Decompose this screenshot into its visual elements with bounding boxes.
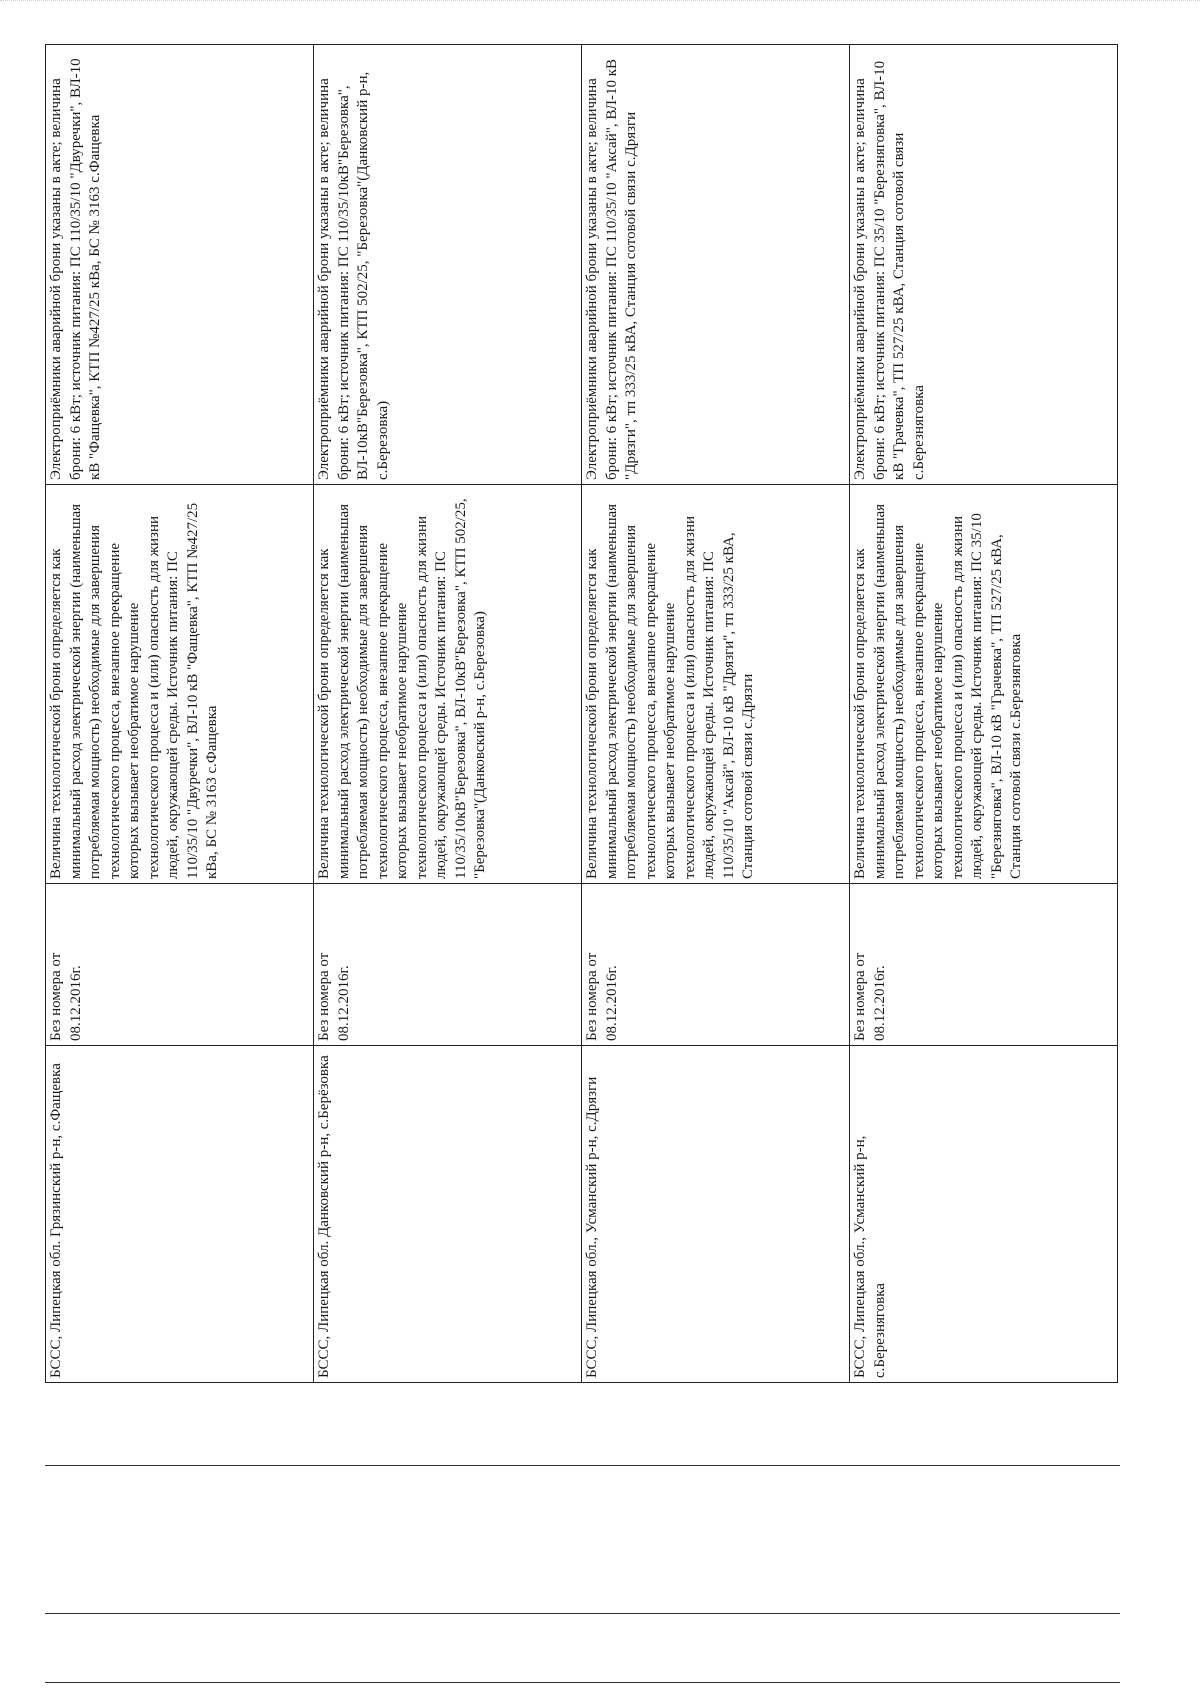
act-cell: Без номера от 08.12.2016г. — [314, 884, 582, 1046]
emergency-reserve-cell: Электроприёмники аварийной брони указаны в акте; величина брони: 6 кВт; источник питания: ПС 110/35/10 "Аксай", ВЛ-10 кВ "Дрязги", тп 333/25 кВА, Станция сотовой связи с.Дрязги — [582, 45, 850, 485]
scan-edge — [0, 0, 1200, 11]
table-row — [850, 45, 1118, 1383]
tech-reserve-cell: Величина технологической брони определяется как минимальный расход электрической энергии (наименьшая потребляемая мощность) необходимые для завершения технологического процесса, внезапное прекращение которых вызывает необратимое нарушение технологического процесса и (или) опасность для жизни людей, окружающей среды. Источник питания: ПС 110/35/10 "Аксай", ВЛ-10 кВ "Дрязги", тп 333/25 кВА, Станция сотовой связи с.Дрязги — [582, 485, 850, 884]
table-row — [46, 45, 314, 1383]
rotated-table-wrapper — [45, 45, 1118, 1383]
location-cell: БССС, Липецкая обл. Данковский р-н, с.Берёзовка — [314, 1046, 582, 1383]
tech-reserve-cell: Величина технологической брони определяется как минимальный расход электрической энергии (наименьшая потребляемая мощность) необходимые для завершения технологического процесса, внезапное прекращение которых вызывает необратимое нарушение технологического процесса и (или) опасность для жизни людей, окружающей среды. Источник питания: ПС 35/10 "Березняговка", ВЛ-10 кВ "Грачевка", ТП 527/25 кВА, Станция сотовой связи с.Березняговка — [850, 485, 1118, 884]
act-cell: Без номера от 08.12.2016г. — [582, 884, 850, 1046]
location-cell: БССС, Липецкая обл. Грязинский р-н, с.Фащевка — [46, 1046, 314, 1383]
table-row — [314, 45, 582, 1383]
act-cell: Без номера от 08.12.2016г. — [46, 884, 314, 1046]
location-cell: БССС, Липецкая обл., Усманский р-н, с.Дрязги — [582, 1046, 850, 1383]
signature-line — [45, 1613, 1120, 1614]
tech-reserve-cell: Величина технологической брони определяется как минимальный расход электрической энергии (наименьшая потребляемая мощность) необходимые для завершения технологического процесса, внезапное прекращение которых вызывает необратимое нарушение технологического процесса и (или) опасность для жизни людей, окружающей среды. Источник питания: ПС 110/35/10 "Двуречки", ВЛ-10 кВ "Фащевка", КТП №427/25 кВа, БС № 3163 с.Фащевка — [46, 485, 314, 884]
location-cell: БССС, Липецкая обл., Усманский р-н, с.Березняговка — [850, 1046, 1118, 1383]
emergency-reserve-cell: Электроприёмники аварийной брони указаны в акте; величина брони: 6 кВт; источник питания: ПС 110/35/10 "Двуречки", ВЛ-10 кВ "Фащевка", КТП №427/25 кВа, БС № 3163 с.Фащевка — [46, 45, 314, 485]
table-row — [582, 45, 850, 1383]
reserve-acts-table — [45, 44, 1118, 1383]
signature-line — [45, 1682, 1120, 1683]
emergency-reserve-cell: Электроприёмники аварийной брони указаны в акте; величина брони: 6 кВт; источник питания: ПС 110/35/10кВ"Березовка", ВЛ-10кВ"Березовка", КТП 502/25, "Березовка"(Данковский р-н, с.Березовка) — [314, 45, 582, 485]
signature-line — [45, 1465, 1120, 1466]
emergency-reserve-cell: Электроприёмники аварийной брони указаны в акте; величина брони: 6 кВт; источник питания: ПС 35/10 "Березняговка", ВЛ-10 кВ "Грачевка", ТП 527/25 кВА, Станция сотовой связи с.Березняговка — [850, 45, 1118, 485]
act-cell: Без номера от 08.12.2016г. — [850, 884, 1118, 1046]
tech-reserve-cell: Величина технологической брони определяется как минимальный расход электрической энергии (наименьшая потребляемая мощность) необходимые для завершения технологического процесса, внезапное прекращение которых вызывает необратимое нарушение технологического процесса и (или) опасность для жизни людей, окружающей среды. Источник питания: ПС 110/35/10кВ"Березовка", ВЛ-10кВ"Березовка", КТП 502/25, "Березовка"(Данковский р-н, с.Березовка) — [314, 485, 582, 884]
